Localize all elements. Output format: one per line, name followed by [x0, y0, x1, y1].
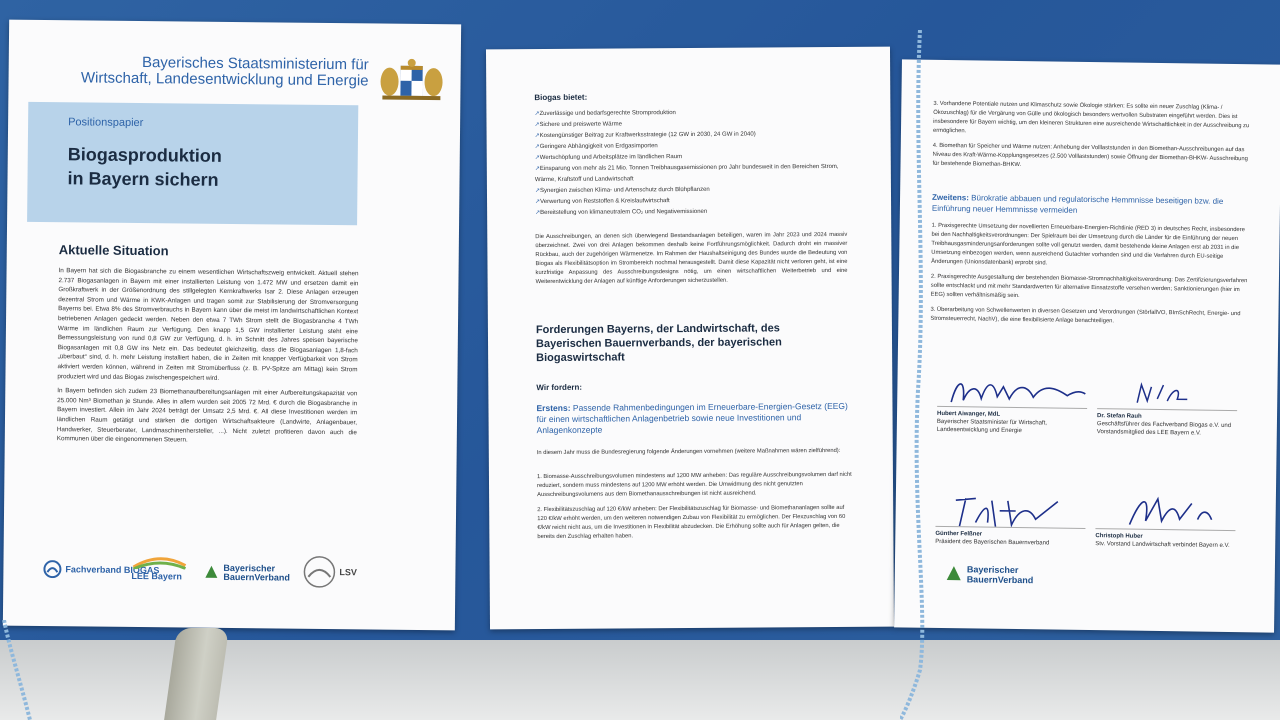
- signature-line: [1097, 408, 1237, 411]
- position-paper-page-2: [486, 47, 894, 630]
- list-item: ↗ Synergien zwischen Klima- und Artenschutz durch Blühpflanzen: [535, 184, 855, 197]
- signer-name: Günther Felßner: [935, 530, 983, 538]
- logo-lsv-text: LSV: [339, 567, 357, 578]
- second-demand: [932, 192, 1250, 218]
- lee-logo-icon: [131, 555, 187, 570]
- intro-text: In diesem Jahr muss die Bundesregierung folgende Änderungen vornehmen (weitere Maßnahmen wären zielführend):: [536, 447, 841, 457]
- bavarian-crest-icon: [376, 58, 446, 103]
- list-item: 2. Flexibilitätszuschlag auf 120 €/kW anheben: Der Flexibilitätszuschlag für Biomasse- und Biomethananlagen sollte auf 120 €/kW erhöht werden, um den weiteren notwendigen Zubau von Flexibilität zu ermöglichen. Der Flexzuschlag von 60 €/kW reicht nicht aus, um die Investitionen in Flexibilität abzudecken. Die Erhöhung sollte auch für Anlagen gelten, die bereits den Zuschlag erhalten haben.: [537, 504, 846, 541]
- signer-felssner: [935, 530, 1085, 548]
- logo-bbv-text: Bayerischer BauernVerband: [223, 562, 290, 583]
- signer-name: Dr. Stefan Rauh: [1096, 413, 1142, 420]
- list-item: ↗ Geringere Abhängigkeit von Erdgasimporten: [535, 140, 855, 153]
- kicker-label: Positionspapier: [68, 116, 144, 130]
- list-item: ↗ Verwertung von Reststoffen & Kreislaufwirtschaft: [535, 195, 855, 208]
- logo-biogas-text: Fachverband BIOGAS: [65, 564, 160, 576]
- bbv-logo-icon: [945, 564, 963, 582]
- benefits-list: [534, 107, 855, 219]
- signature-rauh: [1133, 379, 1193, 410]
- list-item: ↗ Bereitstellung von klimaneutralem CO₂ und Negativemissionen: [535, 206, 855, 219]
- list-item: ↗ Einsparung von mehr als 21 Mio. Tonnen Treibhausgasemissionen pro Jahr bundesweit in den Bereichen Strom, Wärme, Kraftstoff und Landwirtschaft: [535, 162, 855, 186]
- signer-huber: [1095, 532, 1235, 550]
- list-item: ↗ Kostengünstiger Beitrag zur Kraftwerksstrategie (12 GW in 2030, 24 GW in 2040): [535, 129, 855, 142]
- lsv-logo-icon: [301, 555, 337, 589]
- we-demand-label: Wir fordern:: [536, 382, 583, 393]
- body-text: [57, 266, 359, 452]
- first-label: Erstens:: [536, 402, 571, 414]
- signer-name: Christoph Huber: [1095, 533, 1143, 540]
- signer-role: Bayerischer Staatsminister für Wirtschaft, Landesentwicklung und Energie: [936, 418, 1047, 435]
- signer-rauh: [1097, 412, 1237, 438]
- signature-huber: [1121, 490, 1222, 531]
- ministry-name: Bayerisches Staatsministerium für Wirtschaft, Landesentwicklung und Energie: [80, 54, 369, 90]
- first-text: Passende Rahmenbedingungen im Erneuerbare-Energien-Gesetz (EEG) für einen wirtschaftlichen Anlagenbetrieb sowie neue Investitionen und Anlagenkonzepte: [536, 400, 848, 436]
- bureaucracy-list: [930, 222, 1249, 334]
- list-item: 1. Praxisgerechte Umsetzung der novellierten Erneuerbare-Energien-Richtlinie (RED 3) in deutsches Recht, insbesondere bei den Nachhaltigkeitsverordnungen: Der Spielraum bei der Umsetzung durch die Länder für die Einführung der neuen Treibhausgasminderungsanforderungen sollte voll genutzt werden, damit bestehende kleine Anlagen erst ab 2031 in die Umsetzung einbezogen werden, wenn ausreichend Gutachter vorhanden sind und die Verfahren durch EU-seitige Änderungen (Unionsdatenbank) erprobt sind.: [931, 222, 1245, 267]
- first-demand: [536, 401, 852, 436]
- position-paper-page-3: [894, 59, 1280, 632]
- list-item: 3. Überarbeitung von Schwellenwerten in diversen Gesetzen und Verordnungen (StörfallVO, BImSchRecht, Energie- und Stromsteuerrecht, NachV), die eine flexibilisierte Anlage benachteiligen.: [930, 306, 1241, 325]
- blue-cord-left: [0, 620, 40, 720]
- page-title: [67, 142, 347, 193]
- demands-heading: Forderungen Bayerns, der Landwirtschaft, des Bayerischen Bauernverbands, der bayerischen Biogaswirtschaft: [535, 322, 782, 365]
- tender-paragraph: Die Ausschreibungen, an denen sich überwiegend Bestandsanlagen beteiligen, waren im Jahr 2023 und 2024 massiv überzeichnet. Zwei von drei Anlagen bekommen deshalb keine Fortführungsmöglichkeit. Dadurch droht ein massiver Rückbau, auch der zugehörigen Wärmenetze. Im Rahmen der Haushaltseinigung des Bundes wurde die Bedeutung von Biogas als Flexibilitätsoption im Strombereich nochmal herausgestellt. Damit diese Kapazität nicht verloren geht, ist eine kurzfristige Anpassung des Ausschreibungsdesigns nötig, um einen wirtschaftlichen Weiterbetrieb und eine Weiterentwicklung der Anlagen auf künftige Anforderungen sicherzustellen.: [535, 231, 848, 286]
- partner-logos: [39, 552, 419, 596]
- list-item: 3. Vorhandene Potentiale nutzen und Klimaschutz sowie Ökologie stärken: Es sollte ein neuer Zuschlag (Klima- / Ökozuschlag) für die Vergärung von Gülle und ökologisch besonders wertvollen Substraten eingeführt werden. Dies ist insbesondere für Bayern wichtig, um den kleineren Strukturen eine ausreichende Wirtschaftlichkeit in der Ausschreibung zu ermöglichen.: [932, 100, 1250, 135]
- numbered-demands: [537, 471, 854, 548]
- section-heading: Aktuelle Situation: [58, 242, 169, 259]
- list-item: ↗ Wertschöpfung und Arbeitsplätze im ländlichen Raum: [535, 151, 855, 164]
- signer-role: Geschäftsführer des Fachverband Biogas e.V. und Vorstandsmitglied des LEE Bayern e.V.: [1096, 421, 1232, 437]
- biogas-logo-icon: [41, 560, 63, 578]
- bbv-logo-text: Bayerischer BauernVerband: [966, 564, 1034, 586]
- signer-aiwanger: [937, 410, 1087, 436]
- list-item: 1. Biomasse-Ausschreibungsvolumen mindestens auf 1200 MW anheben: Das reguläre Ausschreibungsvolumen darf nicht reduziert, sondern muss mindestens auf 1200 MW erhöht werden. Die Umwidmung des nicht genutzten Ausschreibungsvolumens aus dem Biomethanausschreibungen ist nicht ausreichend.: [536, 471, 852, 499]
- bbv-logo-icon: [203, 564, 219, 580]
- list-item: 4. Biomethan für Speicher und Wärme nutzen: Anhebung der Volllaststunden in den Biomethan-Ausschreibungen auf das Niveau des Kraft-Wärme-Kopplungsgesetzes (2.500 Volllaststunden) sowie Öffnung der Biomethan-BHKW- Ausschreibung für bestehende Biomethan-BHKW.: [932, 142, 1248, 169]
- second-label: Zweitens:: [931, 192, 970, 203]
- second-text: Bürokratie abbauen und regulatorische Hemmnisse beseitigen bzw. die Einführung neuer Hemmnisse vermeiden: [931, 193, 1224, 215]
- numbered-demands-continued: [932, 100, 1251, 179]
- signer-role: Stv. Vorstand Landwirtschaft verbindet Bayern e.V.: [1095, 541, 1230, 549]
- biogas-offers-heading: Biogas bietet:: [534, 92, 588, 103]
- title-line-1: Biogasproduktion: [67, 144, 222, 166]
- list-item: 2. Praxisgerechte Ausgestaltung der bestehenden Biomasse-Stromnachhaltigkeitsverordnung: Das Zertifizierungsverfahren sollte entschlackt und mit mehr Standardwerten für alternative Einsatzstoffe versehen werden; Sanktionierungen (hier im EEG) sollten verhältnismäßig sein.: [930, 273, 1248, 300]
- paragraph: In Bayern hat sich die Biogasbranche zu einem wesentlichen Wirtschaftszweig entwickelt. Aktuell stehen 2.737 Biogasanlagen in Bayern mit einer installierten Leistung von 1.472 MW und ersetzen damit ein Großkraftwerk in der Größenordnung des stillgelegten Kernkraftwerks Isar 2. Diese Anlagen erzeugen dezentral Strom und Wärme in KWK-Anlagen und tragen somit zur Stabilisierung der Stromversorgung Bayerns bei. Etwa 8% des Stromverbrauchs in Bayern kann über die meist im landwirtschaftlichen Kontext betriebenen Anlagen gedeckt werden. Neben den etwa 7 TWh Strom stellt die Biogasbranche 4 TWh Wärme im ländlichen Raum zur Verfügung. Den knapp 1,5 GW installierter Leistung steht eine Bemessungsleistung von rund 0,8 GW zur Verfügung, d. h. im Schnitt des Jahres speisen bayerische Biogasanlagen mit 0,8 GW ins Netz ein. Das bedeutet gleichzeitig, dass die Biogasanlagen 1,8-fach „überbaut“ sind, d. h. mehr Leistung installiert haben, die in Zeiten mit knapper Verfügbarkeit von Strom aktiviert werden können, während in Zeiten mit Stromüberfluss (z. B. PV-Spitze am Mittag) kein Strom produziert wird und das Biogas zwischengespeichert wird.: [57, 267, 359, 382]
- title-line-2: in Bayern sichern: [67, 168, 219, 190]
- position-paper-page-1: [3, 20, 461, 631]
- list-item: ↗ Zuverlässige und bedarfsgerechte Stromproduktion: [534, 107, 854, 120]
- logo-lee-text: LEE Bayern: [131, 570, 182, 582]
- list-item: ↗ Sichere und preiswerte Wärme: [534, 118, 854, 131]
- signer-role: Präsident des Bayerischen Bauernverband: [935, 538, 1050, 547]
- paragraph: In Bayern befinden sich zudem 23 Biomethanaufbereitungsanlagen mit einer Aufbereitungskapazität von 25.000 Nm³ Biomethan je Stunde. Alles in allem wurden seit 2005 72 Mrd. € durch die Biogasbranche in Bayern investiert. Allein im Jahr 2024 beträgt der Umsatz 2,5 Mrd. €. All diese Investitionen werden im ländlichen Raum getätigt und stärken die dortigen Wirtschaftsakteure (Landwirte, Anlagenbauer, Handwerker, Steuerberater, Landmaschinenhersteller, ...). Nicht zuletzt profitieren davon auch die Kommunen über die eingenommenen Steuern.: [56, 387, 358, 444]
- signer-name: Hubert Aiwanger, MdL: [936, 410, 1001, 418]
- blue-cord: [900, 30, 940, 720]
